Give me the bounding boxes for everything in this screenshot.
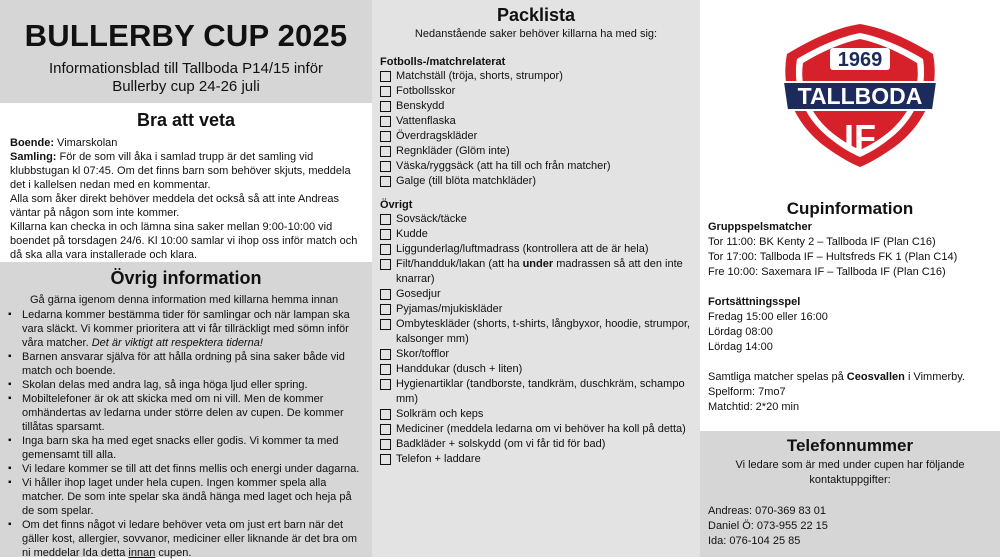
item-label: Väska/ryggsäck (att ha till och från matcher) [396,160,611,172]
item-label: Mediciner (meddela ledarna om vi behöver ha koll på detta) [396,423,686,435]
bullet-emphasis: Det är viktigt att respektera tiderna! [91,337,263,349]
checkbox-icon [380,364,391,375]
checkbox-icon [380,439,391,450]
telefonnummer-section [700,431,1000,557]
checklist-item [380,227,692,242]
match-line: Tor 11:00: BK Kenty 2 – Tallboda IF (Plan C16) [708,236,936,248]
item-label: Fotbollsskor [396,85,456,97]
item-label: Hygienartiklar (tandborste, tandkräm, duschkräm, schampo mm) [396,378,685,405]
ovrig-bullet: ▪ Vi ledare kommer se till att det finns mellis och energi under dagarna. [22,462,360,476]
checkbox-icon [380,244,391,255]
samling-text: För de som vill åka i samlad trupp är det samling vid klubbstugan kl 07:45. Om det finns barn som behöver skjuts, meddela det i kallelsen nedan med en kommentar. [10,151,351,191]
checklist-item [380,452,692,467]
logo-name: TALLBODA [797,83,923,109]
item-label-bold: under [522,258,554,270]
checkbox-icon [380,259,391,270]
checklist-item [380,377,692,407]
samling-label: Samling: [10,151,57,163]
ovrig-bullet: ▪ Barnen ansvarar själva för att hålla ordning på sina saker både vid match och boende. [22,350,360,378]
item-label: Gosedjur [396,288,441,300]
item-label: Regnkläder (Glöm inte) [396,145,510,157]
bra-att-veta-section [0,106,372,260]
checkbox-icon [380,101,391,112]
match-line: Fre 10:00: Saxemara IF – Tallboda IF (Plan C16) [708,266,946,278]
ovrig-bullet [22,308,360,350]
ovrig-bullet: ▪ Mobiltelefoner är ok att skicka med om ni vill. Men de kommer omhändertas av ledarna under större delen av cupen. De kommer tillåtas sparsamt. [22,392,360,434]
venue-info [700,355,1000,415]
checkbox-icon [380,379,391,390]
checkbox-icon [380,229,391,240]
direct-travel-note: Alla som åker direkt behöver meddela det också så att inte Andreas väntar på någon som inte kommer. [10,193,339,219]
packlista-section [372,0,700,467]
continuation-time: Lördag 14:00 [708,341,773,353]
contact-line: Daniel Ö: 073-955 22 15 [708,520,828,532]
boende-value: Vimarskolan [54,137,118,149]
subtitle-line-1: Informationsblad till Tallboda P14/15 inför [48,60,324,77]
contact-line: Ida: 076-104 25 85 [708,535,801,547]
checklist-item [380,99,692,114]
checklist-item [380,212,692,227]
item-label: Pyjamas/mjukiskläder [396,303,503,315]
left-column [0,0,372,557]
checkbox-icon [380,146,391,157]
checkbox-icon [380,319,391,330]
checklist-item [380,407,692,422]
item-label: Sovsäck/täcke [396,213,467,225]
checklist-item [380,242,692,257]
continuation-label: Fortsättningsspel [708,296,801,308]
ovrig-bullet: ▪ Skolan delas med andra lag, så inga höga ljud eller spring. [22,378,360,392]
page-title: BULLERBY CUP 2025 [24,18,348,53]
other-items [380,212,692,467]
checkbox-icon [380,454,391,465]
telefonnummer-subtitle: Vi ledare som är med under cupen har följande kontaktuppgifter: [735,459,965,486]
checkbox-icon [380,289,391,300]
game-format: Spelform: 7mo7 [708,386,786,398]
checkbox-icon [380,116,391,127]
item-label: Överdragskläder [396,130,478,142]
samling-line [10,150,362,192]
bra-att-veta-body [0,131,372,262]
ovrig-bullet: ▪ Vi håller ihop laget under hela cupen. Ingen kommer spela alla matcher. De som inte spelar ska ändå hänga med laget och heja på de som spelar. [22,476,360,518]
item-label [396,257,692,287]
item-label: Kudde [396,228,428,240]
continuation-time: Lördag 08:00 [708,326,773,338]
cupinformation-section [700,199,1000,415]
ovrig-bullet: ▪ Inga barn ska ha med eget snacks eller godis. Vi kommer ta med gemensamt till alla. [22,434,360,462]
logo-year: 1969 [837,49,883,71]
checklist-item [380,317,692,347]
venue-text: Samtliga matcher spelas på [708,371,847,383]
checklist-item [380,362,692,377]
item-label: Ombyteskläder (shorts, t-shirts, långbyxor, hoodie, strumpor, kalsonger mm) [396,318,691,345]
section-heading-other: Övrigt [380,199,413,211]
ovrig-information-section [0,262,372,557]
checklist-item [380,174,692,189]
checkbox-icon [380,409,391,420]
match-duration: Matchtid: 2*20 min [708,401,800,413]
boende-label: Boende: [10,137,54,149]
item-label: Telefon + laddare [396,453,481,465]
checklist-item [380,129,692,144]
item-label: Vattenflaska [396,115,456,127]
bullet-text: Om det finns något vi ledare behöver veta om just ert barn när det gäller kost, allergier, sovvanor, mediciner eller liknande är det bra om ni meddelar Ida detta [22,519,358,559]
logo-letters: IF [844,117,876,158]
checkbox-icon [380,71,391,82]
item-label: Liggunderlag/luftmadrass (kontrollera att de är hela) [396,243,649,255]
checklist-item [380,69,692,84]
venue-line [708,370,1000,385]
item-label-part: madrassen så att den inte knarrar) [396,258,683,285]
checklist-item [380,144,692,159]
checklist-item [380,159,692,174]
continuation-play [700,280,1000,355]
checklist-item [380,287,692,302]
middle-column [372,0,700,557]
checkbox-icon [380,176,391,187]
checklist-item [380,84,692,99]
checklist-item [380,422,692,437]
bra-att-veta-heading: Bra att veta [136,110,236,130]
boende-line [10,136,362,150]
group-matches [700,219,1000,280]
checkbox-icon [380,304,391,315]
checkbox-icon [380,161,391,172]
item-label: Matchställ (tröja, shorts, strumpor) [396,70,563,82]
bullet-text-end: cupen. [155,547,192,559]
checklist-item [380,114,692,129]
continuation-time: Fredag 15:00 eller 16:00 [708,311,828,323]
section-heading-football: Fotbolls-/matchrelaterat [380,56,506,68]
ovrig-bullet [22,518,360,560]
ovrig-heading: Övrig information [110,268,262,288]
right-column [700,0,1000,557]
title-block [0,0,372,103]
checklist-item [380,437,692,452]
checklist-item [380,347,692,362]
venue-text-end: i Vimmerby. [904,371,965,383]
item-label: Benskydd [396,100,445,112]
cupinformation-heading: Cupinformation [786,199,914,218]
item-label: Badkläder + solskydd (om vi får tid för bad) [396,438,606,450]
football-items [380,69,692,189]
checkbox-icon [380,424,391,435]
ovrig-intro: Gå gärna igenom denna information med killarna hemma innan [30,294,339,306]
checklist-item [380,302,692,317]
item-label: Solkräm och keps [396,408,484,420]
packlista-heading: Packlista [496,5,576,25]
checkbox-icon [380,131,391,142]
item-label: Skor/tofflor [396,348,449,360]
checklist-item [380,257,692,287]
checkin-note: Killarna kan checka in och lämna sina saker mellan 9:00-10:00 vid boendet på torsdagen 24/6. Kl 10:00 samlar vi ihop oss inför match och då ska alla vara installerade och klara. [10,221,358,261]
bullet-text: Ledarna kommer bestämma tider för samlingar och när lampan ska vara släckt. Vi kommer prioritera att vi får tillräckligt med sömn inför våra matcher. [22,309,350,349]
item-label-part: Filt/handduk/lakan (att ha [396,258,523,270]
tallboda-logo [775,20,945,170]
checkbox-icon [380,214,391,225]
item-label: Handdukar (dusch + liten) [396,363,523,375]
telefonnummer-heading: Telefonnummer [786,436,914,455]
match-line: Tor 17:00: Tallboda IF – Hultsfreds FK 1 (Plan C14) [708,251,958,263]
ovrig-list [0,308,372,560]
group-matches-label: Gruppspelsmatcher [708,221,812,233]
contact-list [700,488,1000,549]
packlista-subtitle: Nedanstående saker behöver killarna ha med sig: [414,28,658,40]
subtitle-line-2: Bullerby cup 24-26 juli [112,78,260,95]
checkbox-icon [380,349,391,360]
item-label: Galge (till blöta matchkläder) [396,175,537,187]
contact-line: Andreas: 070-369 83 01 [708,505,827,517]
venue-name: Ceosvallen [846,371,905,383]
bullet-underline: innan [128,547,156,559]
checkbox-icon [380,86,391,97]
